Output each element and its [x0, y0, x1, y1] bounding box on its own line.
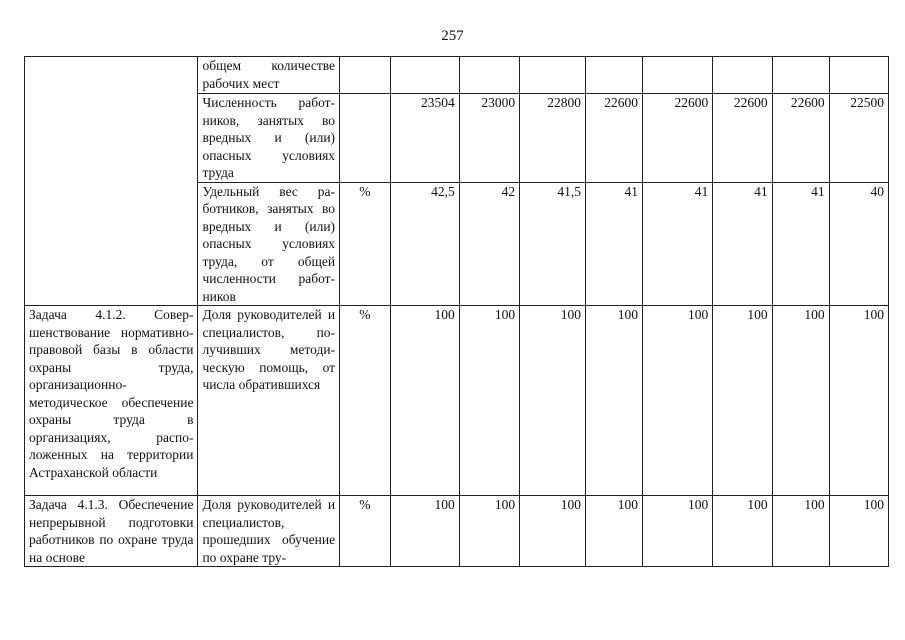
- value-cell: 42: [459, 182, 519, 306]
- indicator-cell: Численность работников, занятых во вредных и (или) опасных условиях труда: [198, 94, 340, 183]
- value-cell: 22600: [772, 94, 829, 183]
- page-number: 257: [441, 28, 464, 44]
- value-cell: 22600: [713, 94, 772, 183]
- value-cell: 41: [772, 182, 829, 306]
- value-cell: 40: [829, 182, 888, 306]
- value-cell: 100: [390, 306, 459, 496]
- value-cell: [829, 57, 888, 94]
- value-cell: 41: [643, 182, 713, 306]
- unit-cell: [340, 94, 391, 183]
- indicator-cell: общем количестве рабочих мест: [198, 57, 340, 94]
- value-cell: 100: [829, 496, 888, 567]
- table-row: [25, 306, 889, 496]
- value-cell: 23504: [390, 94, 459, 183]
- value-cell: 100: [520, 306, 586, 496]
- table-row: [25, 57, 889, 94]
- task-cell: Задача 4.1.2. Совершенствование нормативно-правовой базы в области охраны труда, организационно-методическое обеспечение охраны труда в организациях, расположенных на территории Астраханской области: [25, 306, 198, 496]
- value-cell: 100: [459, 306, 519, 496]
- table-row: [25, 496, 889, 567]
- value-cell: [390, 57, 459, 94]
- value-cell: 22600: [585, 94, 642, 183]
- value-cell: 100: [459, 496, 519, 567]
- value-cell: 100: [713, 496, 772, 567]
- indicators-table: [24, 56, 889, 567]
- value-cell: 100: [643, 306, 713, 496]
- unit-cell: [340, 57, 391, 94]
- unit-cell: %: [340, 496, 391, 567]
- value-cell: [459, 57, 519, 94]
- unit-cell: %: [340, 182, 391, 306]
- value-cell: 100: [772, 496, 829, 567]
- value-cell: 100: [829, 306, 888, 496]
- value-cell: 100: [520, 496, 586, 567]
- indicator-cell: Доля руководителей и специалистов, получивших методическую помощь, от числа обратившихся: [198, 306, 340, 496]
- value-cell: 100: [772, 306, 829, 496]
- value-cell: 100: [585, 496, 642, 567]
- value-cell: 22500: [829, 94, 888, 183]
- value-cell: 100: [585, 306, 642, 496]
- value-cell: [585, 57, 642, 94]
- indicator-cell: Удельный вес работников, занятых во вредных и (или) опасных условиях труда, от общей численности работников: [198, 182, 340, 306]
- value-cell: 22600: [643, 94, 713, 183]
- value-cell: 42,5: [390, 182, 459, 306]
- value-cell: 100: [390, 496, 459, 567]
- value-cell: 41: [585, 182, 642, 306]
- value-cell: 41,5: [520, 182, 586, 306]
- task-cell: Задача 4.1.3. Обеспечение непрерывной подготовки работников по охране труда на основе: [25, 496, 198, 567]
- value-cell: 41: [713, 182, 772, 306]
- indicator-cell: Доля руководителей и специалистов, прошедших обучение по охране тру-: [198, 496, 340, 567]
- task-cell: [25, 57, 198, 306]
- value-cell: [772, 57, 829, 94]
- value-cell: 100: [643, 496, 713, 567]
- value-cell: 100: [713, 306, 772, 496]
- value-cell: 22800: [520, 94, 586, 183]
- value-cell: [520, 57, 586, 94]
- unit-cell: %: [340, 306, 391, 496]
- value-cell: [643, 57, 713, 94]
- value-cell: [713, 57, 772, 94]
- value-cell: 23000: [459, 94, 519, 183]
